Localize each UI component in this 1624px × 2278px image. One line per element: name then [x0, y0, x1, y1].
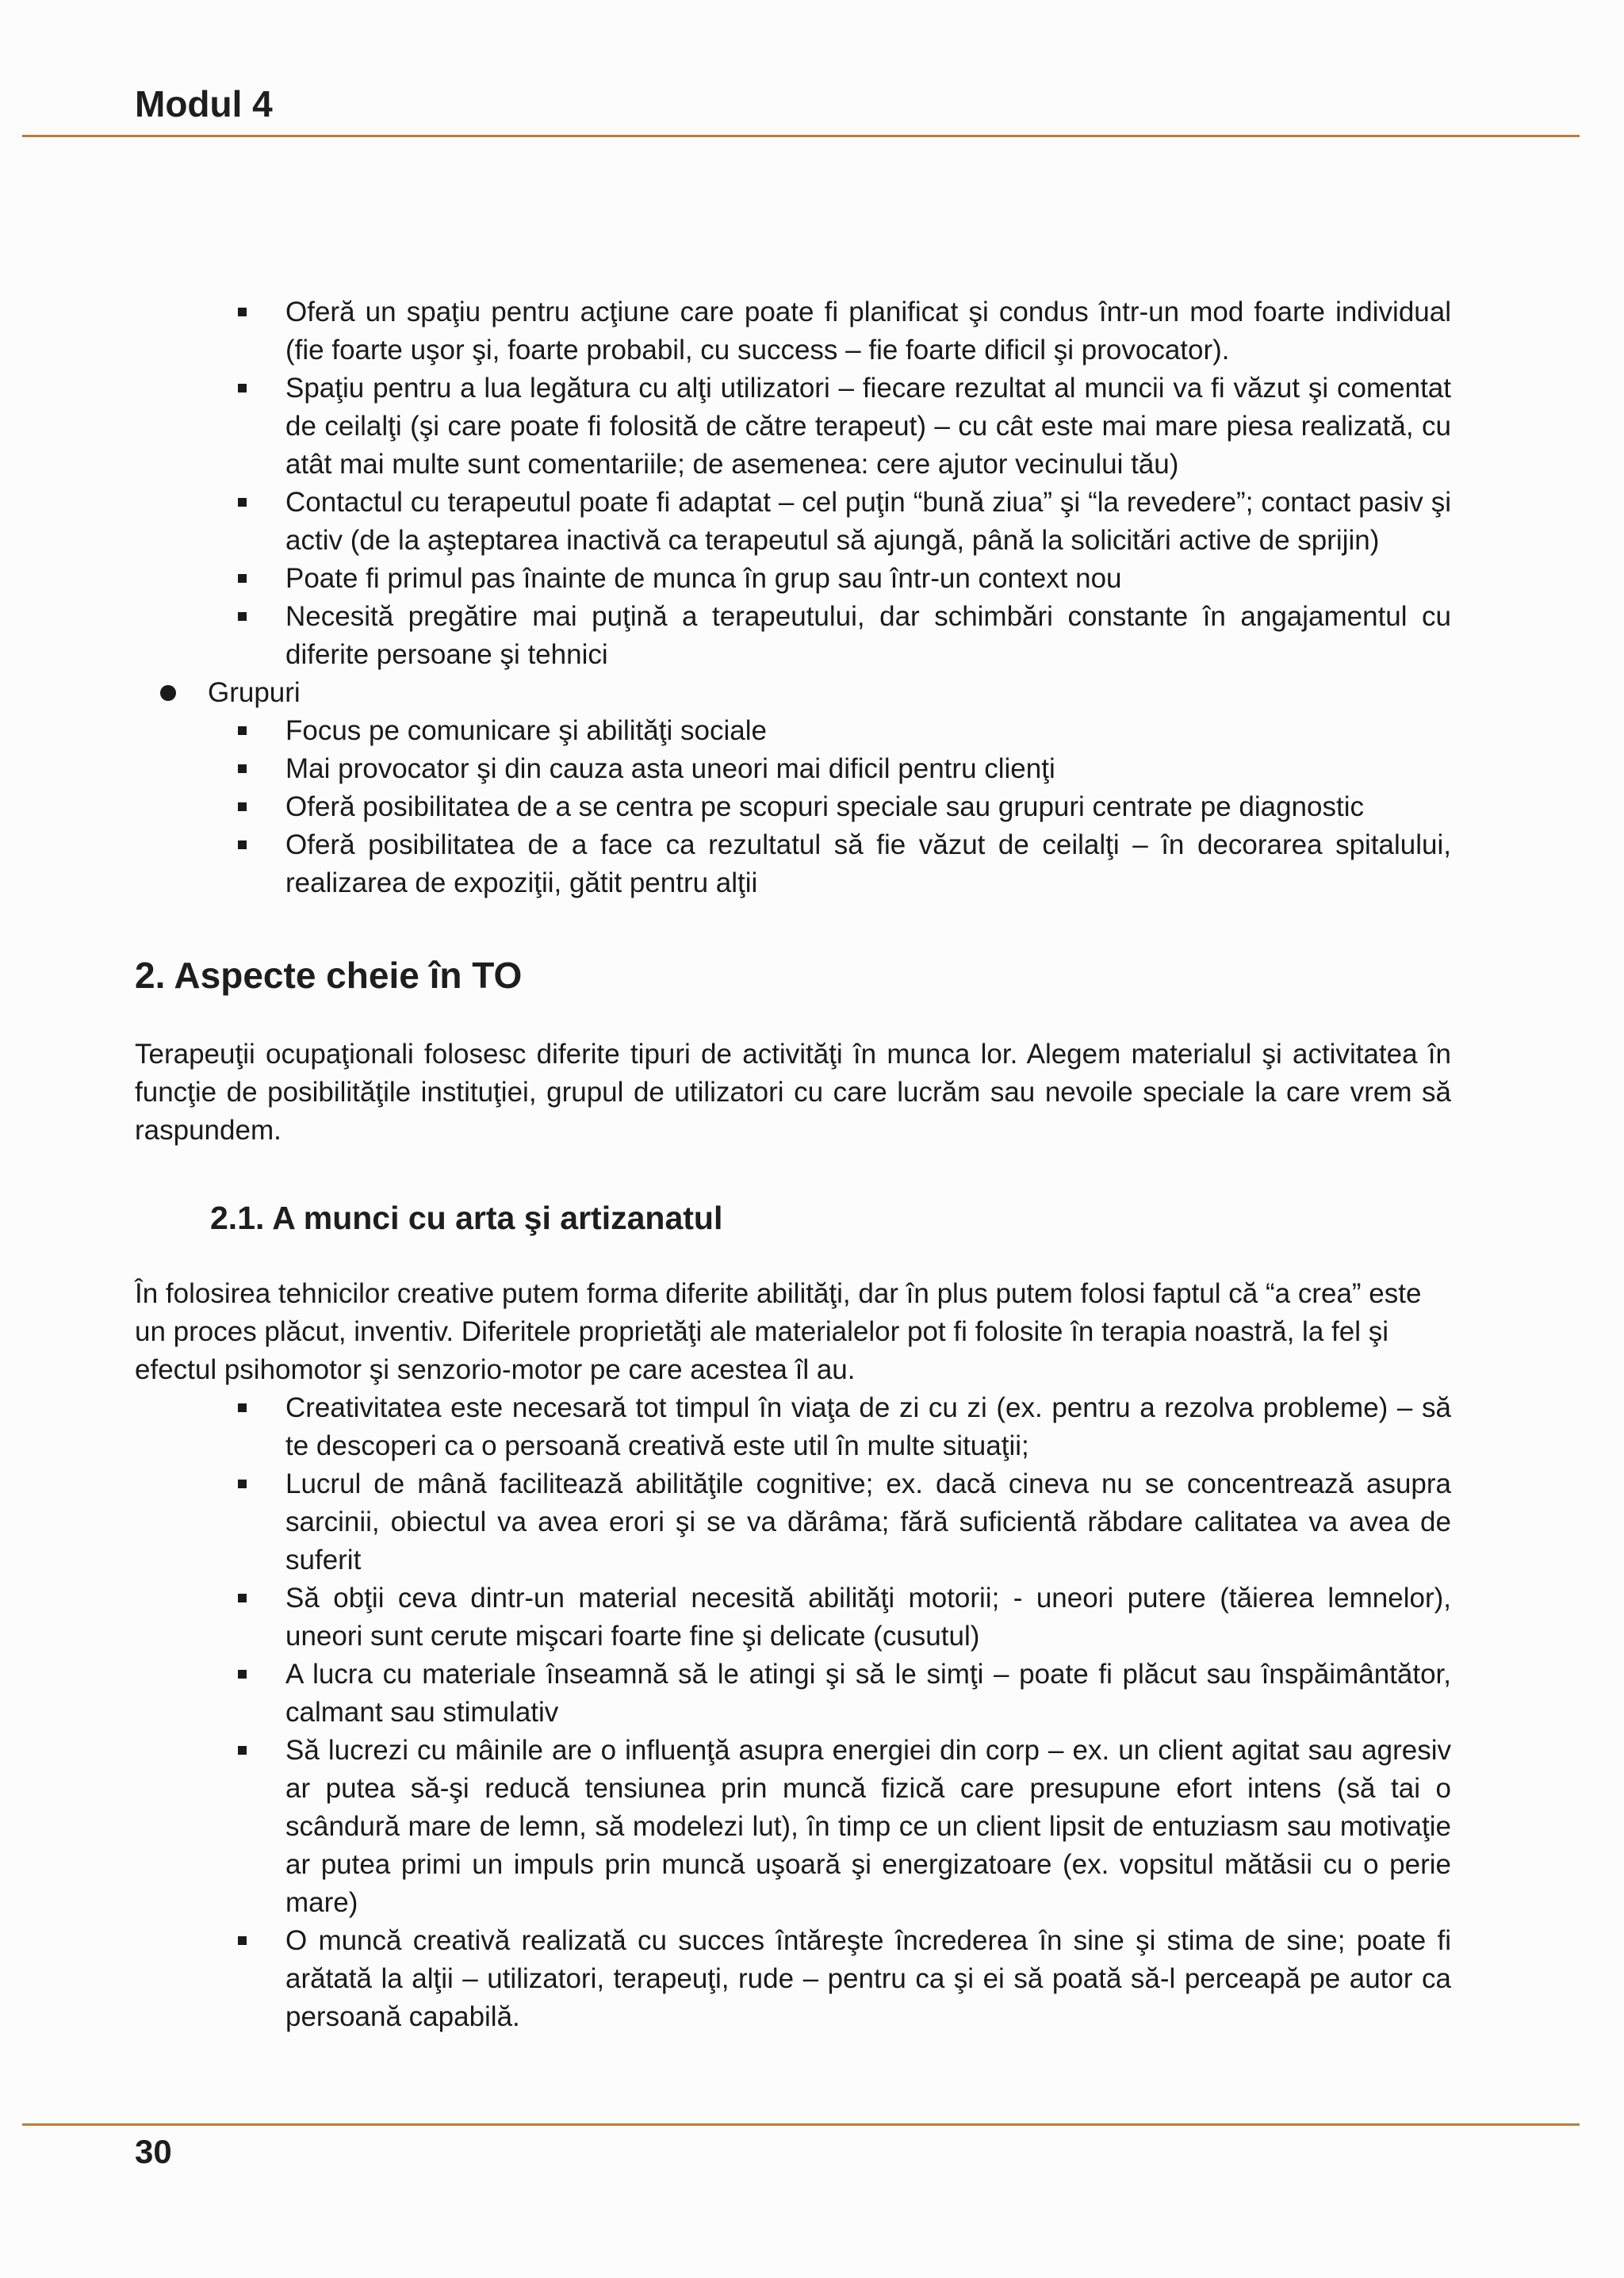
list-item: Să obţii ceva dintr-un material necesită abilităţi motorii; - uneori putere (tăierea lemnelor), uneori sunt cerute mişcari foarte fine şi delicate (cusutul) — [135, 1579, 1451, 1656]
page-number: 30 — [135, 2133, 172, 2170]
header-rule — [22, 135, 1580, 137]
list-item: Oferă posibilitatea de a face ca rezultatul să fie văzut de ceilalţi – în decorarea spitalului, realizarea de expoziţii, gătit pentru alţii — [135, 826, 1451, 902]
list-item: O muncă creativă realizată cu succes întăreşte încrederea în sine şi stima de sine; poate fi arătată la alţii – utilizatori, terapeuţi, rude – pentru ca şi ei să poată să-l perceapă pe autor ca persoană capabilă. — [135, 1922, 1451, 2036]
list-item: Oferă un spaţiu pentru acţiune care poate fi planificat şi condus într-un mod foarte individual (fie foarte uşor şi, foarte probabil, cu success – fie foarte dificil şi provocator). — [135, 293, 1451, 369]
groups-bullet-list — [135, 712, 1451, 902]
list-item: Lucrul de mână facilitează abilităţile cognitive; ex. dacă cineva nu se concentrează asupra sarcinii, obiectul va avea erori şi se va dărâma; fără suficientă răbdare calitatea va avea de suferit — [135, 1465, 1451, 1579]
module-title: Modul 4 — [135, 83, 273, 124]
section-2-1-heading: 2.1. A munci cu arta şi artizanatul — [210, 1200, 723, 1236]
section-2-heading: 2. Aspecte cheie în TO — [135, 955, 523, 996]
list-item: Oferă posibilitatea de a se centra pe scopuri speciale sau grupuri centrate pe diagnostic — [135, 788, 1451, 826]
list-item: Necesită pregătire mai puţină a terapeutului, dar schimbări constante în angajamentul cu diferite persoane şi tehnici — [135, 598, 1451, 674]
list-item: Mai provocator şi din cauza asta uneori mai dificil pentru clienţi — [135, 750, 1451, 788]
list-item: A lucra cu materiale înseamnă să le atingi şi să le simţi – poate fi plăcut sau înspăimântător, calmant sau stimulativ — [135, 1656, 1451, 1732]
groups-item — [135, 674, 1451, 902]
intro-bullet-list — [135, 293, 1451, 674]
list-item: Spaţiu pentru a lua legătura cu alţi utilizatori – fiecare rezultat al muncii va fi văzut şi comentat de ceilalţi (şi care poate fi folosită de către terapeut) – cu cât este mai mare piesa realizată, cu atât mai multe sunt comentariile; de asemenea: cere ajutor vecinului tău) — [135, 369, 1451, 484]
page-content — [135, 293, 1451, 2036]
list-item: Focus pe comunicare şi abilităţi sociale — [135, 712, 1451, 750]
list-item: Să lucrezi cu mâinile are o influenţă asupra energiei din corp – ex. un client agitat sau agresiv ar putea să-şi reducă tensiunea prin muncă fizică care presupune efort intens (să tai o scândură mare de lemn, să modelezi lut), în timp ce un client lipsit de entuziasm sau motivaţie ar putea primi un impuls prin muncă uşoară şi energizatoare (ex. vopsitul mătăsii cu o perie mare) — [135, 1732, 1451, 1922]
list-item: Creativitatea este necesară tot timpul în viaţa de zi cu zi (ex. pentru a rezolva probleme) – să te descoperi ca o persoană creativă este util în multe situaţii; — [135, 1389, 1451, 1465]
section-2-1-paragraph: În folosirea tehnicilor creative putem forma diferite abilităţi, dar în plus putem folosi faptul că “a crea” este un proces plăcut, inventiv. Diferitele proprietăţi ale materialelor pot fi folosite în terapia noastră, la fel şi efectul psihomotor şi senzorio-motor pe care acestea îl au. — [135, 1278, 1422, 1385]
section-2-paragraph: Terapeuţii ocupaţionali folosesc diferite tipuri de activităţi în munca lor. Alegem materialul şi activitatea în funcţie de posibilităţile instituţiei, grupul de utilizatori cu care lucrăm sau nevoile speciale la care vrem să raspundem. — [135, 1039, 1451, 1146]
list-item: Contactul cu terapeutul poate fi adaptat – cel puţin “bună ziua” şi “la revedere”; contact pasiv şi activ (de la aşteptarea inactivă ca terapeutul să ajungă, până la solicitări active de sprijin) — [135, 484, 1451, 560]
groups-list — [135, 674, 1451, 902]
footer-rule — [22, 2123, 1580, 2126]
section-2-1-bullet-list — [135, 1389, 1451, 2036]
groups-label: Grupuri — [208, 677, 301, 708]
list-item: Poate fi primul pas înainte de munca în grup sau într-un context nou — [135, 560, 1451, 598]
